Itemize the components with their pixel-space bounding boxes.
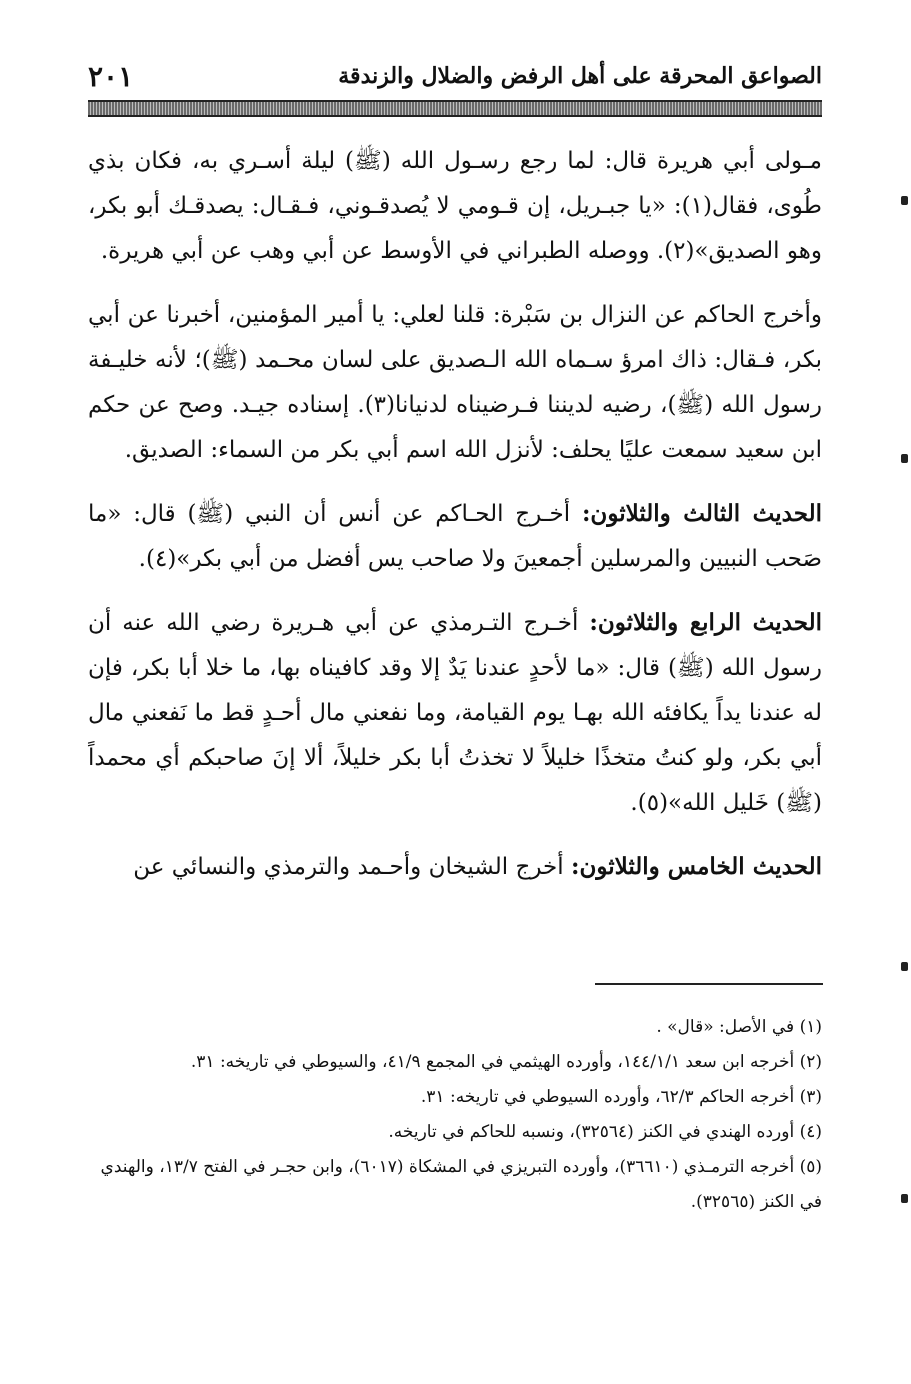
paragraph-text: وأخرج الحاكم عن النزال بن سَبْرة: قلنا لعلي: يا أمير المؤمنين، أخبرنا عن أبي بكر، فـقال: ذاك امرؤ سـماه الله الـصديق على لسان محـمد (ﷺ)؛ لأنه خليـفة رسول الله (ﷺ)، رضيه لديننا فـرضيناه لدنيانا(٣). إسناده جيـد. وصح عن حكم ابن سعيد سمعت عليًا يحلف: لأنزل الله اسم أبي بكر من السماء: الصديق. — [88, 302, 822, 463]
running-title: الصواعق المحرقة على أهل الرفض والضلال والزندقة — [338, 63, 822, 89]
hadith-heading: الحديث الرابع والثلاثون: — [589, 609, 822, 636]
footnote-2: (٢) أخرجه ابن سعد ١٤٤/١/١، وأورده الهيثمي في المجمع ٤١/٩، والسيوطي في تاريخه: ٣١. — [190, 1052, 822, 1072]
footnotes — [88, 1010, 822, 1220]
footnote-separator — [595, 983, 823, 985]
footnote-5: (٥) أخرجه الترمـذي (٣٦٦١٠)، وأورده التبريزي في المشكاة (٦٠١٧)، وابن حجـر في الفتح ١٣/٧، والهندي في الكنز (٣٢٥٦٥). — [100, 1157, 822, 1212]
scan-margin-mark — [901, 1194, 908, 1203]
paragraph-3 — [88, 491, 822, 582]
scan-margin-mark — [901, 454, 908, 463]
paragraph-text: أخـرج الحـاكم عن أنس أن النبي (ﷺ) قال: «ما صَحب النبيين والمرسلين أجمعينَ ولا صاحب يس أفضل من أبي بكر»(٤). — [88, 501, 822, 572]
hadith-heading: الحديث الثالث والثلاثون: — [581, 500, 822, 527]
paragraph-2 — [88, 292, 822, 473]
page-header — [88, 56, 822, 96]
paragraph-1 — [88, 138, 822, 274]
body-text — [88, 138, 822, 908]
footnote-3: (٣) أخرجه الحاكم ٦٢/٣، وأورده السيوطي في تاريخه: ٣١. — [420, 1087, 822, 1107]
footnote-1: (١) في الأصل: «قال» . — [656, 1017, 822, 1037]
scan-margin-mark — [901, 196, 908, 205]
paragraph-4 — [88, 600, 822, 826]
page-number: ٢٠١ — [88, 59, 134, 93]
paragraph-text: أخرج الشيخان وأحـمد والترمذي والنسائي عن — [133, 854, 571, 880]
footnote-4: (٤) أورده الهندي في الكنز (٣٢٥٦٤)، ونسبه للحاكم في تاريخه. — [388, 1122, 822, 1142]
paragraph-5 — [88, 844, 822, 890]
paragraph-text: أخـرج التـرمذي عن أبي هـريرة رضي الله عنه أن رسول الله (ﷺ) قال: «ما لأحدٍ عندنا يَدٌ إلا وقد كافيناه بها، ما خلا أبا بكر، فإن له عندنا يداً يكافئه الله بهـا يوم القيامة، وما نفعني مال أحـدٍ قط ما نَفعني مال أبي بكر، ولو كنتُ متخذًا خليلاً لا تخذتُ أبا بكر خليلاً، ألا إنَ صاحبكم أي محمداً (ﷺ) خَليل الله»(٥). — [88, 610, 822, 816]
scan-margin-mark — [901, 962, 908, 971]
hadith-heading: الحديث الخامس والثلاثون: — [570, 853, 822, 880]
header-rule — [88, 100, 822, 117]
paragraph-text: مـولى أبي هريرة قال: لما رجع رسـول الله (ﷺ) ليلة أسـري به، فكان بذي طُوى، فقال(١): «يا جبـريل، إن قـومي لا يُصدقـوني، فـقـال: يصدقـك أبو بكر، وهو الصديق»(٢). ووصله الطبراني في الأوسط عن أبي وهب عن أبي هريرة. — [88, 148, 822, 264]
